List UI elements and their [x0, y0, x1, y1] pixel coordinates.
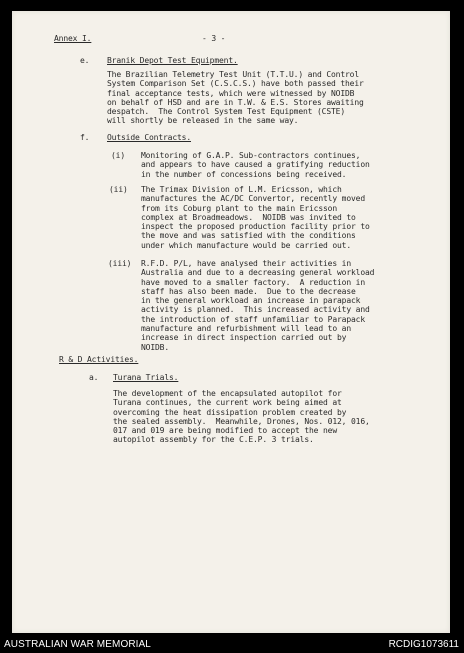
footer-institution: AUSTRALIAN WAR MEMORIAL: [4, 639, 151, 650]
item-i-text: Monitoring of G.A.P. Sub-contractors continues, and appears to have caused a gratifying reduction in the number of concessions being received.: [141, 151, 370, 179]
section-e-label: e.: [80, 56, 90, 65]
rd-heading: R & D Activities.: [59, 355, 139, 364]
section-f-heading: Outside Contracts.: [107, 133, 191, 142]
turana-label: a.: [89, 373, 99, 382]
annex-label: Annex I.: [54, 34, 92, 43]
section-f-label: f.: [80, 133, 90, 142]
turana-heading: Turana Trials.: [113, 373, 179, 382]
section-e-heading: Branik Depot Test Equipment.: [107, 56, 238, 65]
item-ii-text: The Trimax Division of L.M. Ericsson, which manufactures the AC/DC Convertor, recently moved from its Coburg plant to the main Ericsson complex at Broadmeadows. NOIDB was invited to inspect the proposed production facility prior to the move and was satisfied with the conditions under which manufacture would be carried out.: [141, 185, 370, 250]
item-iii-label: (iii): [108, 259, 132, 268]
turana-body: The development of the encapsulated autopilot for Turana continues, the current work being aimed at overcoming the heat dissipation problem created by the sealed assembly. Meanwhile, Drones, Nos. 012, 016, 017 and 019 are being modified to accept the new autopilot assembly for the C.E.P. 3 trials.: [113, 389, 370, 445]
document-page: [12, 11, 450, 633]
item-i-label: (i): [111, 151, 125, 160]
footer-record-id: RCDIG1073611: [388, 639, 459, 650]
page-number: - 3 -: [202, 34, 226, 43]
section-e-body: The Brazilian Telemetry Test Unit (T.T.U.) and Control System Comparison Set (C.S.C.S.) have both passed their final acceptance tests, which were witnessed by NOIDB on behalf of HSD and are in T.W. & E.S. Stores awaiting despatch. The Control System Test Equipment (CSTE) will shortly be released in the same way.: [107, 70, 364, 126]
item-iii-text: R.F.D. P/L, have analysed their activities in Australia and due to a decreasing general workload have moved to a smaller factory. A reduction in staff has also been made. Due to the decrease in the general workload an increase in parapack activity is planned. This increased activity and the introduction of staff unfamiliar to Parapack manufacture and refurbishment will lead to an increase in direct inspection carried out by NOIDB.: [141, 259, 375, 352]
item-ii-label: (ii): [109, 185, 128, 194]
footer-bar: [0, 636, 464, 653]
